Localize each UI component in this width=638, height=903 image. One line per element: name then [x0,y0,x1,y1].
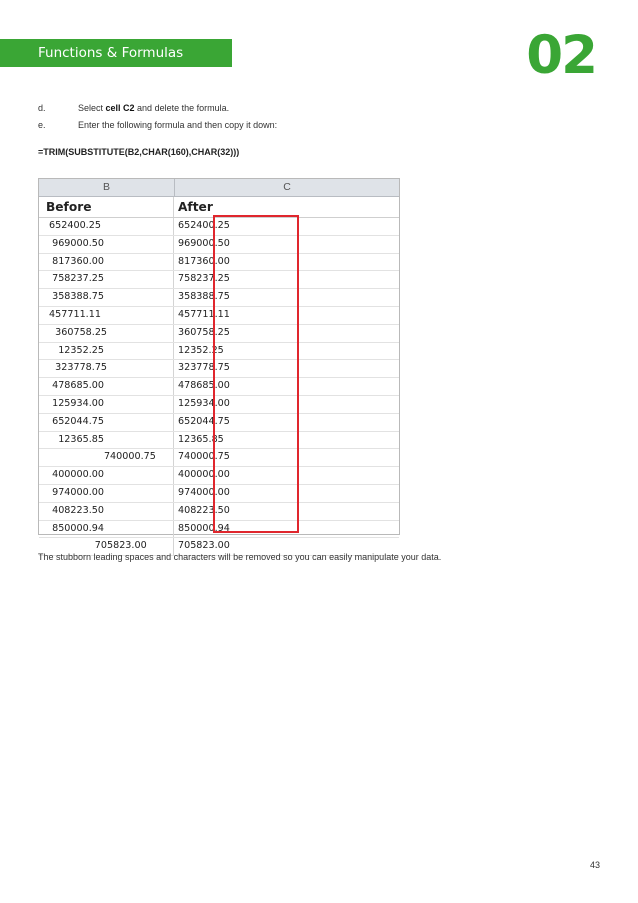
caption-text: The stubborn leading spaces and characters will be removed so you can easily manipulate your data. [38,552,442,562]
table-row [39,414,399,432]
after-cell: 974000.00 [178,486,230,498]
step-text: Enter the following formula and then copy it down: [78,120,278,130]
after-cell: 360758.25 [178,326,230,338]
before-cell: 400000.00 [39,467,174,484]
before-cell: 478685.00 [39,378,174,395]
table-row [39,271,399,289]
after-cell: 125934.00 [178,397,230,409]
empty-cell [259,432,399,449]
after-cell: 740000.75 [178,451,230,463]
step-d [38,100,277,117]
column-header-row [39,179,399,197]
empty-cell [259,236,399,253]
table-row [39,254,399,272]
table-row [39,503,399,521]
empty-cell [259,218,399,235]
before-cell: 457711.11 [39,307,174,324]
empty-cell [259,503,399,520]
after-cell: 705823.00 [178,540,230,552]
after-cell: 457711.11 [178,308,230,320]
before-cell: 12365.85 [39,432,174,449]
empty-cell [259,378,399,395]
empty-cell [259,467,399,484]
spreadsheet-screenshot [38,178,400,552]
after-cell: 408223.50 [178,504,230,516]
table-row [39,325,399,343]
before-cell: 360758.25 [39,325,174,342]
after-cell: 652400.25 [178,220,230,231]
table-row [39,467,399,485]
after-cell: 12365.85 [178,433,224,445]
table-row [39,307,399,325]
table-row [39,432,399,450]
empty-cell [259,289,399,306]
table-header-row [39,197,399,218]
empty-cell [259,360,399,377]
before-cell: 817360.00 [39,254,174,271]
table-row [39,396,399,414]
empty-cell [259,414,399,431]
table-row [39,449,399,467]
table-row [39,236,399,254]
before-cell: 125934.00 [39,396,174,413]
step-e [38,117,277,134]
empty-cell [259,271,399,288]
after-cell: 323778.75 [178,362,230,374]
table-row [39,521,399,539]
column-header-b: B [39,179,175,196]
step-text: Select [78,103,106,113]
empty-cell [259,325,399,342]
header-after: After [178,200,213,214]
before-cell: 323778.75 [39,360,174,377]
empty-cell [259,485,399,502]
before-cell: 969000.50 [39,236,174,253]
table-row [39,289,399,307]
after-cell: 758237.25 [178,273,230,285]
empty-cell [259,343,399,360]
after-cell: 652044.75 [178,415,230,427]
page-number: 43 [589,860,600,870]
after-cell: 969000.50 [178,237,230,249]
table-row [39,218,399,236]
before-cell: 358388.75 [39,289,174,306]
before-cell: 705823.00 [39,538,174,555]
after-cell: 478685.00 [178,380,230,392]
before-cell: 758237.25 [39,271,174,288]
after-cell: 12352.25 [178,344,224,356]
chapter-title-banner [0,39,232,67]
before-cell: 12352.25 [39,343,174,360]
instruction-steps [38,100,277,134]
table-row [39,378,399,396]
step-letter: e. [38,120,46,130]
empty-cell [259,254,399,271]
table-body [39,218,399,556]
before-cell: 850000.94 [39,521,174,538]
after-cell: 358388.75 [178,291,230,303]
table-row [39,485,399,503]
after-cell: 850000.94 [178,522,230,534]
before-cell: 652400.25 [39,218,174,235]
empty-cell [259,521,399,538]
step-bold-text: cell C2 [105,103,135,113]
chapter-number: 02 [526,25,596,86]
empty-cell [259,197,399,217]
chapter-title: Functions & Formulas [38,45,184,61]
empty-cell [259,449,399,466]
before-cell: 974000.00 [39,485,174,502]
table-row [39,343,399,361]
step-text: and delete the formula. [134,103,230,113]
header-before: Before [39,197,174,217]
after-cell: 400000.00 [178,469,230,481]
after-cell: 817360.00 [178,255,230,267]
column-header-c: C [283,181,291,193]
step-letter: d. [38,103,46,113]
empty-cell [259,396,399,413]
before-cell: 740000.75 [39,449,174,466]
empty-cell [259,307,399,324]
before-cell: 652044.75 [39,414,174,431]
before-cell: 408223.50 [39,503,174,520]
formula-text: =TRIM(SUBSTITUTE(B2,CHAR(160),CHAR(32))) [38,147,240,157]
table-row [39,360,399,378]
